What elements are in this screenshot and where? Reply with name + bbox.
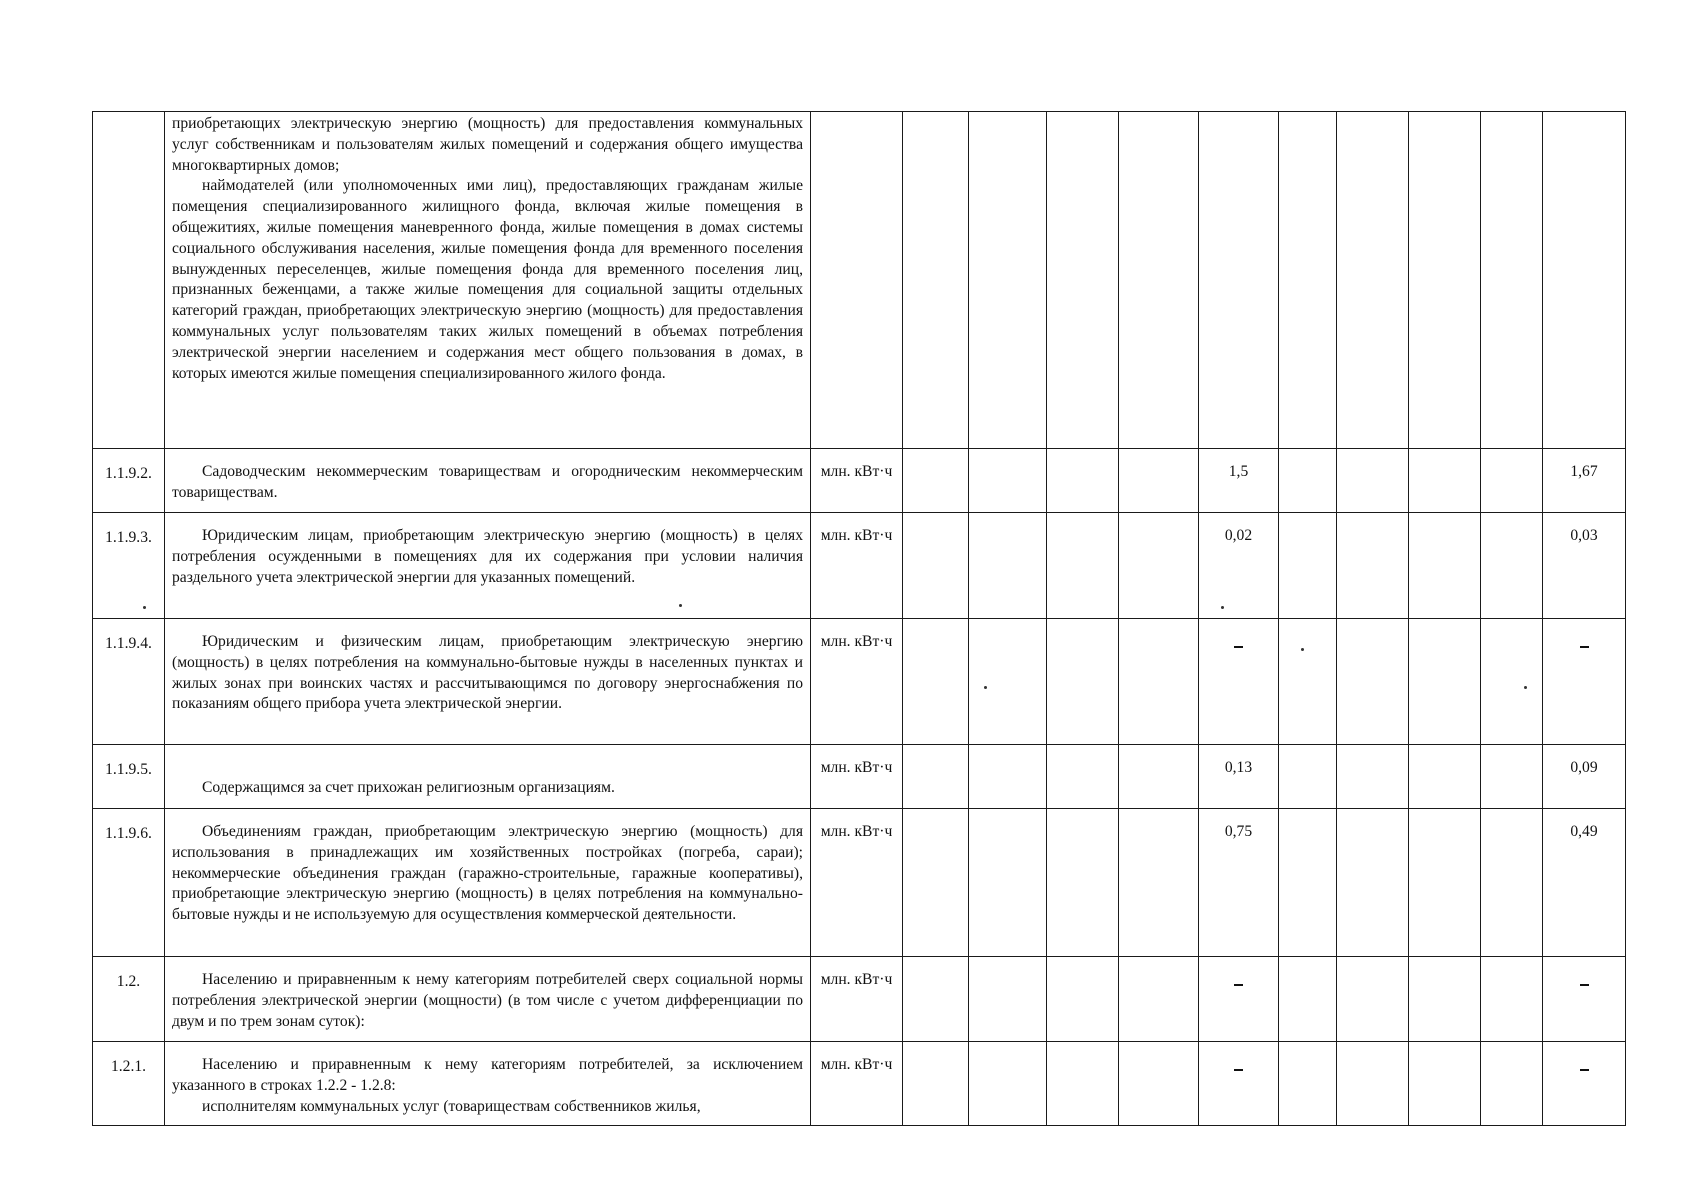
value-cell: 0,49 [1543,809,1626,957]
empty-cell [1481,449,1543,513]
table-row [93,513,1626,619]
row-description [165,809,811,957]
empty-cell [1279,112,1337,449]
description-paragraph: исполнителям коммунальных услуг (товариществам собственников жилья, [202,1097,701,1115]
empty-cell [1119,513,1199,619]
empty-cell [969,957,1047,1042]
row-description [165,619,811,745]
scan-speck [1524,686,1527,689]
empty-cell [1409,513,1481,619]
unit-cell: млн. кВт·ч [811,1042,903,1126]
empty-cell [1481,1042,1543,1126]
empty-cell [969,619,1047,745]
empty-cell [1481,513,1543,619]
dash-mark [1234,1069,1243,1071]
unit-cell: млн. кВт·ч [811,619,903,745]
empty-cell [1337,1042,1409,1126]
empty-cell [1481,619,1543,745]
row-number [93,112,165,449]
empty-cell [1047,745,1119,809]
empty-cell [1279,449,1337,513]
empty-cell [969,745,1047,809]
description-paragraph: Объединениям граждан, приобретающим электрическую энергию (мощность) для использования в принадлежащих им хозяйственных постройках (погреба, сараи); некоммерческие объединения граждан (гаражно-строительные, гаражные кооперативы), приобретающие электрическую энергию (мощность) в целях потребления на коммунально-бытовые нужды и не используемую для осуществления коммерческой деятельности. [172,823,803,924]
description-paragraph: приобретающих электрическую энергию (мощность) для предоставления коммунальных услуг собственникам и пользователям жилых помещений и содержания общего имущества многоквартирных домов; [172,115,803,174]
empty-cell [1119,449,1199,513]
empty-cell [1279,1042,1337,1126]
scan-speck [1221,606,1224,609]
empty-cell [1119,745,1199,809]
empty-cell [1279,619,1337,745]
table-row [93,809,1626,957]
empty-cell [1409,745,1481,809]
empty-cell [1047,112,1119,449]
scan-speck [984,686,987,689]
description-paragraph: Садоводческим некоммерческим товариществам и огородническим некоммерческим товариществам. [172,463,803,501]
empty-cell [1119,112,1199,449]
value-cell: 0,13 [1199,745,1279,809]
scan-speck [1301,648,1304,651]
empty-cell [1337,449,1409,513]
empty-cell [903,513,969,619]
description-paragraph: Содержащимся за счет прихожан религиозным организациям. [202,779,615,796]
table-row [93,957,1626,1042]
row-number: 1.1.9.4. [93,619,165,745]
empty-cell [903,449,969,513]
table-row [93,1042,1626,1126]
empty-cell [903,809,969,957]
empty-cell [1047,809,1119,957]
tariff-table [92,111,1626,1126]
value-cell: 0,02 [1199,513,1279,619]
dash-mark [1234,646,1243,648]
row-description [165,449,811,513]
empty-cell [1409,112,1481,449]
empty-cell [969,449,1047,513]
dash-mark [1580,646,1589,648]
description-paragraph: наймодателей (или уполномоченных ими лиц), предоставляющих гражданам жилые помещения специализированного жилищного фонда, включая жилые помещения в общежитиях, жилые помещения маневренного фонда, жилые помещения в домах системы социального обслуживания населения, жилые помещения фонда для временного поселения вынужденных переселенцев, жилые помещения фонда для временного поселения лиц, признанных беженцами, а также жилые помещения для социальной защиты отдельных категорий граждан, приобретающих электрическую энергию (мощность) для предоставления коммунальных услуг пользователям таких жилых помещений в объемах потребления электрической энергии населением и содержания мест общего пользования в домах, в которых имеются жилые помещения специализированного жилого фонда. [172,177,803,382]
unit-cell: млн. кВт·ч [811,957,903,1042]
row-description [165,745,811,809]
empty-cell [903,619,969,745]
empty-cell [1409,809,1481,957]
empty-cell [1409,619,1481,745]
dash-mark [1580,1069,1589,1071]
empty-cell [1119,619,1199,745]
value-cell: 1,67 [1543,449,1626,513]
empty-cell [969,513,1047,619]
value-cell [1543,1042,1626,1126]
row-number: 1.1.9.3. [93,513,165,619]
value-cell [1199,112,1279,449]
row-description [165,1042,811,1126]
empty-cell [1047,513,1119,619]
description-paragraph: Юридическим и физическим лицам, приобретающим электрическую энергию (мощность) в целях потребления на коммунально-бытовые нужды в населенных пунктах и жилых зонах при воинских частях и рассчитывающимся по договору энергоснабжения по показаниям общего прибора учета электрической энергии. [172,633,803,713]
row-description [165,513,811,619]
unit-cell: млн. кВт·ч [811,513,903,619]
empty-cell [1337,112,1409,449]
empty-cell [1409,449,1481,513]
value-cell [1543,112,1626,449]
value-cell [1199,1042,1279,1126]
table-row [93,449,1626,513]
empty-cell [903,745,969,809]
empty-cell [969,809,1047,957]
empty-cell [1047,1042,1119,1126]
empty-cell [969,1042,1047,1126]
empty-cell [1119,957,1199,1042]
empty-cell [1279,745,1337,809]
empty-cell [903,1042,969,1126]
table-row [93,619,1626,745]
scan-speck [143,606,146,609]
dash-mark [1234,984,1243,986]
scan-speck [679,604,682,607]
unit-cell: млн. кВт·ч [811,745,903,809]
empty-cell [1409,1042,1481,1126]
row-number: 1.2.1. [93,1042,165,1126]
empty-cell [1119,809,1199,957]
value-cell: 0,09 [1543,745,1626,809]
empty-cell [1047,957,1119,1042]
value-cell [1199,619,1279,745]
empty-cell [1409,957,1481,1042]
description-paragraph: Юридическим лицам, приобретающим электрическую энергию (мощность) в целях потребления осужденными в помещениях для их содержания при условии наличия раздельного учета электрической энергии для указанных помещений. [172,527,803,586]
empty-cell [1279,809,1337,957]
empty-cell [1481,112,1543,449]
empty-cell [903,957,969,1042]
row-description [165,957,811,1042]
unit-cell: млн. кВт·ч [811,449,903,513]
value-cell [1543,619,1626,745]
row-number: 1.1.9.5. [93,745,165,809]
empty-cell [969,112,1047,449]
empty-cell [1481,745,1543,809]
empty-cell [1337,619,1409,745]
row-number: 1.2. [93,957,165,1042]
value-cell: 1,5 [1199,449,1279,513]
empty-cell [903,112,969,449]
empty-cell [1119,1042,1199,1126]
empty-cell [1481,957,1543,1042]
dash-mark [1580,984,1589,986]
value-cell [1543,957,1626,1042]
empty-cell [1047,619,1119,745]
row-number: 1.1.9.2. [93,449,165,513]
row-description [165,112,811,449]
empty-cell [1047,449,1119,513]
empty-cell [1337,745,1409,809]
unit-cell [811,112,903,449]
table-row [93,745,1626,809]
description-paragraph: Населению и приравненным к нему категориям потребителей сверх социальной нормы потребления электрической энергии (мощности) (в том числе с учетом дифференциации по двум и по трем зонам суток): [172,971,803,1030]
description-paragraph: Населению и приравненным к нему категориям потребителей, за исключением указанного в строках 1.2.2 - 1.2.8: [172,1056,803,1094]
value-cell [1199,957,1279,1042]
unit-cell: млн. кВт·ч [811,809,903,957]
table-row [93,112,1626,449]
value-cell: 0,03 [1543,513,1626,619]
empty-cell [1337,513,1409,619]
row-number: 1.1.9.6. [93,809,165,957]
empty-cell [1279,513,1337,619]
empty-cell [1337,809,1409,957]
empty-cell [1481,809,1543,957]
empty-cell [1279,957,1337,1042]
empty-cell [1337,957,1409,1042]
value-cell: 0,75 [1199,809,1279,957]
